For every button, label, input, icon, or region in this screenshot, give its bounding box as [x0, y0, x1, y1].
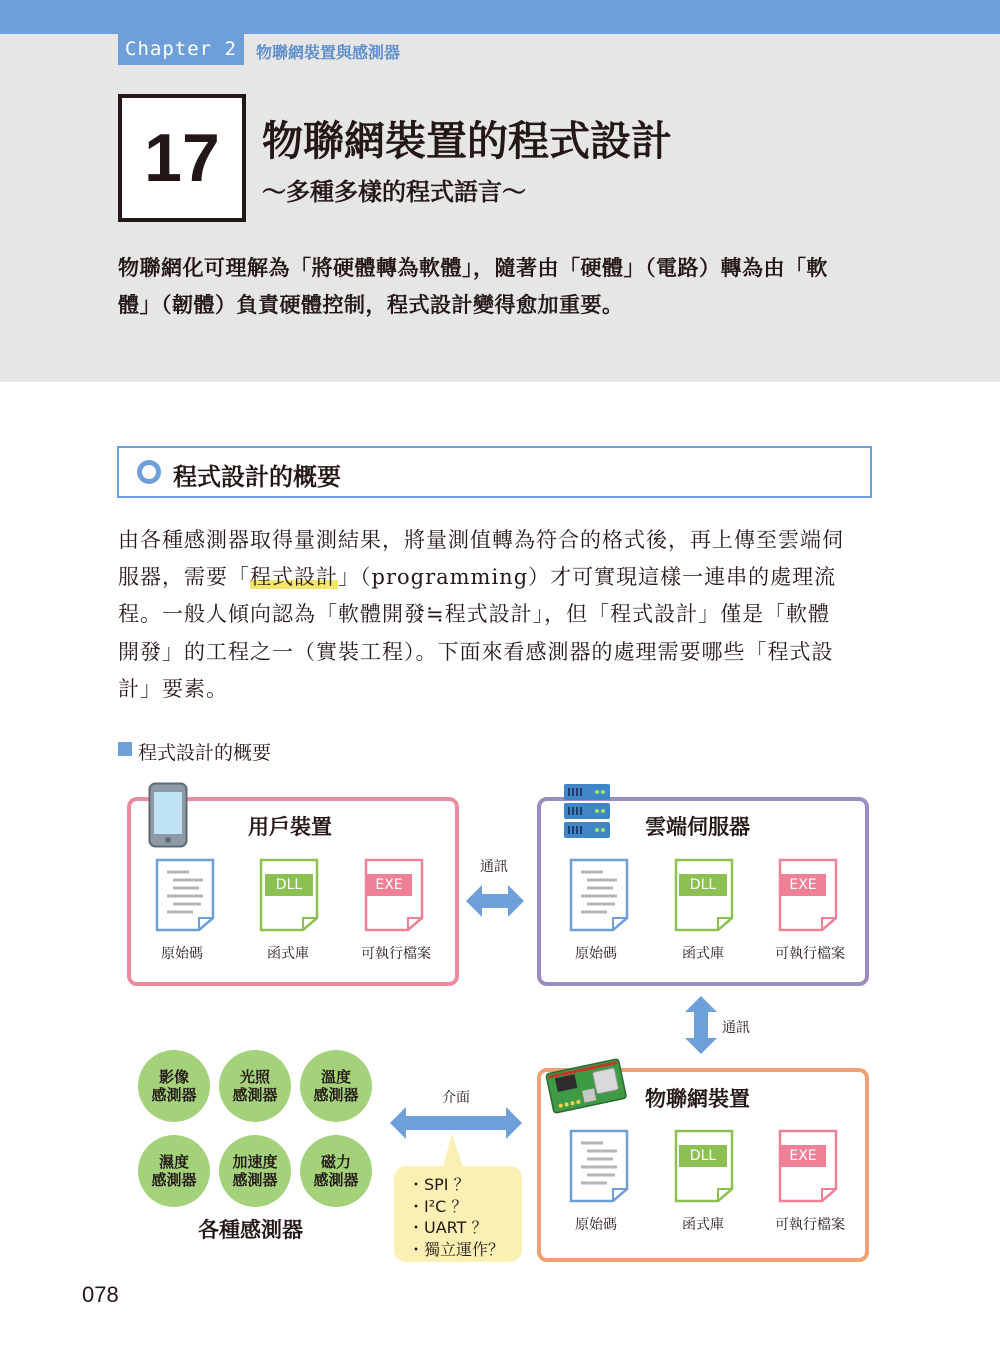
library-label: 函式庫 [267, 946, 309, 962]
intro-line-1: 物聯網化可理解為「將硬體轉為軟體」，隨著由「硬體」（電路）轉為由「軟 [118, 256, 828, 280]
iot-device-title: 物聯網裝置 [645, 1087, 750, 1111]
sensor-line: 感測器 [313, 1086, 359, 1104]
interface-option: ・UART ？ [408, 1218, 488, 1237]
sensor-image [138, 1050, 210, 1122]
source-code-label: 原始碼 [161, 946, 203, 962]
sensor-line: 影像 [158, 1068, 189, 1086]
body-line-1: 由各種感測器取得量測結果，將量測值轉為符合的格式後，再上傳至雲端伺 [118, 528, 844, 552]
sensor-line: 濕度 [158, 1153, 189, 1171]
figure-caption: 程式設計的概要 [138, 742, 272, 764]
sensor-magnetic [300, 1135, 372, 1207]
highlighted-term: 程式設計 [250, 565, 338, 589]
sensor-line: 感測器 [232, 1086, 278, 1104]
body-line-2 [118, 561, 836, 591]
library-label: 函式庫 [682, 946, 724, 962]
sensor-humidity [138, 1135, 210, 1207]
intro-line-2: 體」（韌體）負責硬體控制，程式設計變得愈加重要。 [118, 293, 624, 317]
source-code-icon [155, 858, 215, 932]
dll-badge: DLL [679, 1145, 727, 1167]
dll-badge: DLL [679, 874, 727, 896]
interface-option: ・SPI ？ [408, 1175, 470, 1194]
sensor-line: 加速度 [232, 1153, 278, 1171]
cloud-server-title: 雲端伺服器 [645, 815, 750, 839]
chapter-title: 物聯網裝置與感測器 [256, 43, 401, 62]
interface-label: 介面 [442, 1090, 470, 1106]
sensor-line: 磁力 [320, 1153, 351, 1171]
circuit-board-icon [545, 1054, 627, 1116]
sensor-light [219, 1050, 291, 1122]
page-title: 物聯網裝置的程式設計 [262, 117, 672, 165]
interface-option: ・獨立運作？ [408, 1240, 505, 1259]
body-line-4: 開發」的工程之一（實裝工程）。下面來看感測器的處理需要哪些「程式設 [118, 640, 834, 664]
body-line-2-post: 」（programming）才可實現這樣一連串的處理流 [338, 565, 837, 589]
chapter-label: Chapter 2 [118, 34, 244, 65]
source-code-label: 原始碼 [575, 946, 617, 962]
top-color-bar [0, 0, 1000, 34]
executable-label: 可執行檔案 [361, 946, 431, 962]
body-line-3: 程。一般人傾向認為「軟體開發≒程式設計」，但「程式設計」僅是「軟體 [118, 602, 831, 626]
sensor-line: 感測器 [151, 1086, 197, 1104]
sensor-line: 光照 [239, 1068, 270, 1086]
caption-square-icon [118, 742, 132, 756]
sensor-temperature [300, 1050, 372, 1122]
section-heading: 程式設計的概要 [173, 463, 341, 491]
communication-label-vertical: 通訊 [722, 1020, 750, 1036]
sensor-line: 感測器 [151, 1171, 197, 1189]
double-arrow-horizontal-icon [466, 882, 524, 920]
executable-label: 可執行檔案 [775, 1217, 845, 1233]
smartphone-icon [148, 782, 188, 848]
executable-label: 可執行檔案 [775, 946, 845, 962]
sensor-line: 感測器 [232, 1171, 278, 1189]
sensor-acceleration [219, 1135, 291, 1207]
source-code-label: 原始碼 [575, 1217, 617, 1233]
sensors-title: 各種感測器 [198, 1218, 303, 1242]
source-code-icon [569, 1129, 629, 1203]
dll-badge: DLL [265, 874, 313, 896]
page-number: 078 [82, 1282, 119, 1307]
body-line-5: 計」要素。 [118, 677, 228, 701]
source-code-icon [569, 858, 629, 932]
page-subtitle: ～多種多樣的程式語言～ [262, 178, 526, 206]
sensor-line: 溫度 [320, 1068, 351, 1086]
sensor-line: 感測器 [313, 1171, 359, 1189]
server-rack-icon [563, 783, 611, 841]
speech-bubble-tail [440, 1134, 466, 1170]
section-number: 17 [118, 94, 246, 222]
body-line-2-pre: 服器，需要「 [118, 565, 250, 589]
interface-option: ・I²C ？ [408, 1197, 468, 1216]
exe-badge: EXE [366, 874, 412, 896]
library-label: 函式庫 [682, 1217, 724, 1233]
exe-badge: EXE [780, 874, 826, 896]
user-device-title: 用戶裝置 [248, 815, 332, 839]
ring-icon [137, 460, 161, 484]
communication-label: 通訊 [480, 859, 508, 875]
exe-badge: EXE [780, 1145, 826, 1167]
double-arrow-vertical-icon [682, 996, 720, 1054]
